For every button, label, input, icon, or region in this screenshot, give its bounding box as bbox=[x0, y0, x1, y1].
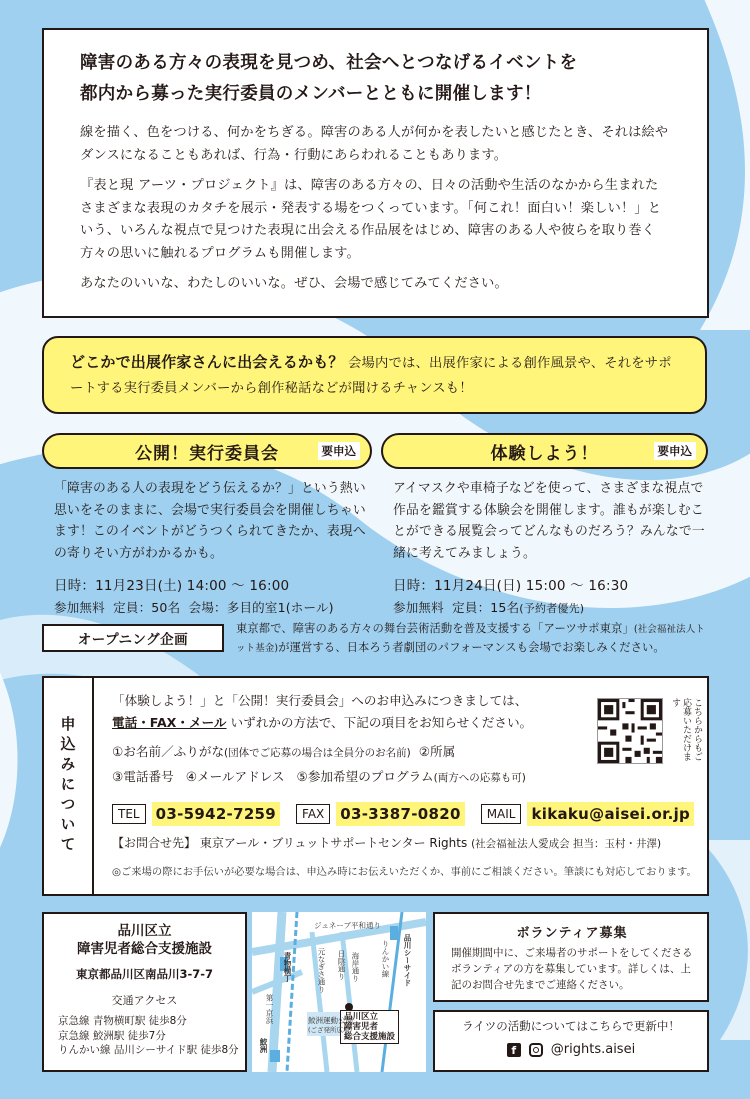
item-program: ⑤参加希望のプログラム bbox=[296, 769, 434, 784]
map-label: 青物横丁 bbox=[283, 952, 292, 982]
intro-lead bbox=[80, 48, 671, 110]
intro-lead-line1: 障害のある方々の表現を見つめ、社会へとつなげるイベントを bbox=[80, 53, 578, 73]
opening-label: オープニング企画 bbox=[42, 624, 224, 652]
intro-paragraph-1: 線を描く、色をつける、何かをちぎる。障害のある人が何かを表したいと感じたとき、それは絵やダンスになることもあれば、行為・行動にあらわれることもあります。 bbox=[80, 125, 669, 163]
map-label: 鮫洲運動公園 bbox=[308, 1016, 353, 1025]
volunteer-body: 開催期間中に、ご来場者のサポートをしてくださるボランティアの方を募集しています。詳しくは、上記のお問合せ先までご連絡ください。 bbox=[451, 947, 693, 991]
map-label: 元なぎさ通り bbox=[317, 948, 326, 993]
access-item: りんかい線 品川シーサイド駅 徒歩8分 bbox=[58, 1044, 239, 1056]
inquiry-note: (社会福祉法人愛成会 担当：玉村・井澤) bbox=[471, 838, 662, 850]
banner-text: 会場内では、出展作家による創作風景や、それをサポートする実行委員メンバーから創作秘話などが聞けるチャンスも！ bbox=[70, 356, 672, 396]
access-map[interactable] bbox=[252, 912, 426, 1072]
access-item: 京急線 青物横町駅 徒歩8分 bbox=[58, 1015, 187, 1027]
map-pin-label: 品川区立 障害児者 総合支援施設 bbox=[340, 1010, 399, 1044]
map-label: 鮫洲 bbox=[259, 1038, 268, 1053]
event2-capacity-label: 定員： bbox=[452, 600, 491, 615]
map-label: りんかい線 bbox=[381, 940, 390, 978]
map-label: 第一京浜 bbox=[265, 994, 274, 1024]
fax-number[interactable]: 03-3387-0820 bbox=[336, 802, 464, 826]
event1-title: 公開！実行委員会 bbox=[135, 443, 279, 464]
event1-info bbox=[54, 598, 374, 618]
event2-datetime bbox=[393, 574, 708, 598]
intro-paragraph-3: あなたのいいな、わたしのいいな。ぜひ、会場で感じてみてください。 bbox=[80, 276, 508, 291]
intro-paragraph-2: 『表と現 アーツ・プロジェクト』は、障害のある方々の、日々の活動や生活のなかから生まれたさまざまな表現のカタチを展示・発表する場をつくっています。「何これ！面白い！楽しい！」という、いろんな視点で見つけた表現に出会える作品展をはじめ、障害のある人や彼らを取り巻く方々の思いに触れるプログラムも開催します。 bbox=[80, 178, 662, 261]
inquiry bbox=[112, 834, 702, 853]
map-label: 日陰通り bbox=[337, 950, 346, 980]
intro-section bbox=[42, 28, 709, 318]
application-line1: 「体験しよう！」と「公開！実行委員会」へのお申込みにつきましては、 bbox=[112, 693, 528, 708]
item-name-note: (団体でご応募の場合は全員分のお名前) bbox=[224, 747, 411, 759]
application-side-title bbox=[44, 678, 94, 894]
opening-text-b: が運営する、日本ろう者劇団のパフォーマンスも会場でお楽しみください。 bbox=[278, 641, 665, 654]
volunteer-title: ボランティア募集 bbox=[516, 926, 628, 941]
application-items-row2 bbox=[112, 765, 702, 790]
application-title: 申込みについて bbox=[58, 716, 77, 856]
event1-body bbox=[54, 478, 374, 618]
event1-datetime bbox=[54, 574, 374, 598]
event2-description: アイマスクや車椅子などを使って、さまざまな視点で作品を鑑賞する体験会を開催します。誰もが楽しむことができる展覧会ってどんなものだろう？みんなで一緒に考えてみましょう。 bbox=[393, 481, 705, 561]
intro-lead-line2: 都内から募った実行委員のメンバーとともに開催します！ bbox=[80, 84, 542, 104]
map-label: (ござ発所広場) bbox=[308, 1026, 353, 1034]
opening-text-a: 東京都で、障害のある方々の舞台芸術活動を普及支援する「アーツサポ東京」 bbox=[236, 622, 634, 635]
event2-body bbox=[393, 478, 708, 619]
application-section bbox=[42, 676, 709, 896]
event1-date-label: 日時： bbox=[54, 578, 96, 594]
inquiry-label: 【お問合せ先】 bbox=[112, 836, 197, 850]
mail-address[interactable]: kikaku@aisei.or.jp bbox=[527, 802, 694, 826]
event1-date: 11月23日(土) 14:00 〜 16:00 bbox=[95, 578, 290, 594]
artist-banner bbox=[42, 336, 707, 414]
event1-fee: 参加無料 bbox=[54, 600, 105, 615]
event2-capacity: 15名 bbox=[490, 600, 520, 615]
facebook-icon[interactable]: f bbox=[507, 1043, 521, 1057]
contact-row bbox=[112, 802, 702, 826]
access-title: 交通アクセス bbox=[111, 994, 178, 1007]
application-line2-rest: いずれかの方法で、下記の項目をお知らせください。 bbox=[226, 715, 533, 730]
item-affiliation: ②所属 bbox=[418, 744, 456, 759]
access-item: 京急線 鮫洲駅 徒歩7分 bbox=[58, 1029, 166, 1042]
event2-capacity-note: (予約者優先) bbox=[519, 602, 585, 615]
item-program-note: (両方への応募も可) bbox=[433, 772, 526, 784]
qr-code[interactable] bbox=[597, 698, 663, 764]
event2-date: 11月24日(日) 15:00 〜 16:30 bbox=[434, 578, 629, 594]
event2-title: 体験しよう！ bbox=[490, 443, 599, 464]
event2-header bbox=[381, 433, 708, 469]
event2-info bbox=[393, 598, 708, 619]
opening-text bbox=[236, 620, 706, 658]
application-methods: 電話・FAX・メール bbox=[112, 715, 227, 730]
item-email: ④メールアドレス bbox=[185, 769, 285, 784]
contact-tel bbox=[112, 802, 280, 826]
facility-name bbox=[44, 922, 245, 958]
facility-address: 東京都品川区南品川3-7-7 bbox=[75, 967, 214, 981]
opening-text-note: (社会福祉法人トット基金) bbox=[236, 624, 705, 654]
event2-date-label: 日時： bbox=[393, 578, 435, 594]
qr-note: こちらからもご応募いただけます bbox=[670, 698, 702, 761]
tel-tag: TEL bbox=[112, 804, 146, 824]
event1-badge: 要申込 bbox=[318, 442, 361, 460]
map-label: 海岸通り bbox=[351, 952, 360, 982]
facility-section bbox=[42, 912, 247, 1072]
assistance-note: ◎ご来場の際にお手伝いが必要な場合は、申込み時にお伝えいただくか、事前にご相談ください。筆談にも対応しております。 bbox=[112, 866, 697, 878]
item-name: ①お名前／ふりがな bbox=[112, 744, 225, 759]
mail-tag: MAIL bbox=[481, 804, 522, 824]
event1-capacity: 50名 bbox=[151, 600, 181, 615]
qr-code-graphic bbox=[598, 699, 662, 763]
access-list bbox=[58, 1014, 245, 1058]
fax-tag: FAX bbox=[296, 804, 330, 824]
facility-name-line1: 品川区立 bbox=[117, 923, 172, 939]
map-label: 品川シーサイド bbox=[403, 934, 412, 987]
map-graphic bbox=[252, 912, 426, 1072]
event1-capacity-label: 定員： bbox=[113, 600, 152, 615]
contact-mail bbox=[481, 802, 694, 826]
event1-header bbox=[42, 433, 372, 469]
map-label: ジュネーブ平和通り bbox=[314, 921, 381, 930]
contact-fax bbox=[296, 802, 465, 826]
event1-venue: 多目的室1(ホール) bbox=[226, 600, 334, 615]
tel-number[interactable]: 03-5942-7259 bbox=[152, 802, 280, 826]
rights-section bbox=[433, 1010, 709, 1072]
event1-venue-label: 会場： bbox=[188, 600, 227, 615]
event2-badge: 要申込 bbox=[654, 442, 697, 460]
item-phone: ③電話番号 bbox=[112, 769, 174, 784]
rights-handle[interactable]: @rights.aisei bbox=[550, 1042, 636, 1057]
facility-name-line2: 障害児者総合支援施設 bbox=[77, 941, 212, 957]
event2-fee: 参加無料 bbox=[393, 600, 444, 615]
instagram-icon[interactable] bbox=[529, 1043, 543, 1057]
event1-description: 「障害のある人の表現をどう伝えるか？」という熱い思いをそのままに、会場で実行委員会を開催しちゃいます！このイベントがどうつくられてきたか、表現への寄りそい方がわかるかも。 bbox=[54, 481, 366, 561]
banner-question: どこかで出展作家さんに出会えるかも？ bbox=[70, 353, 344, 371]
sns-row bbox=[435, 1042, 707, 1057]
volunteer-section bbox=[433, 912, 709, 1002]
inquiry-org: 東京アール・ブリュットサポートセンター Rights bbox=[199, 836, 468, 850]
rights-text: ライツの活動についてはこちらで更新中！ bbox=[462, 1019, 680, 1033]
